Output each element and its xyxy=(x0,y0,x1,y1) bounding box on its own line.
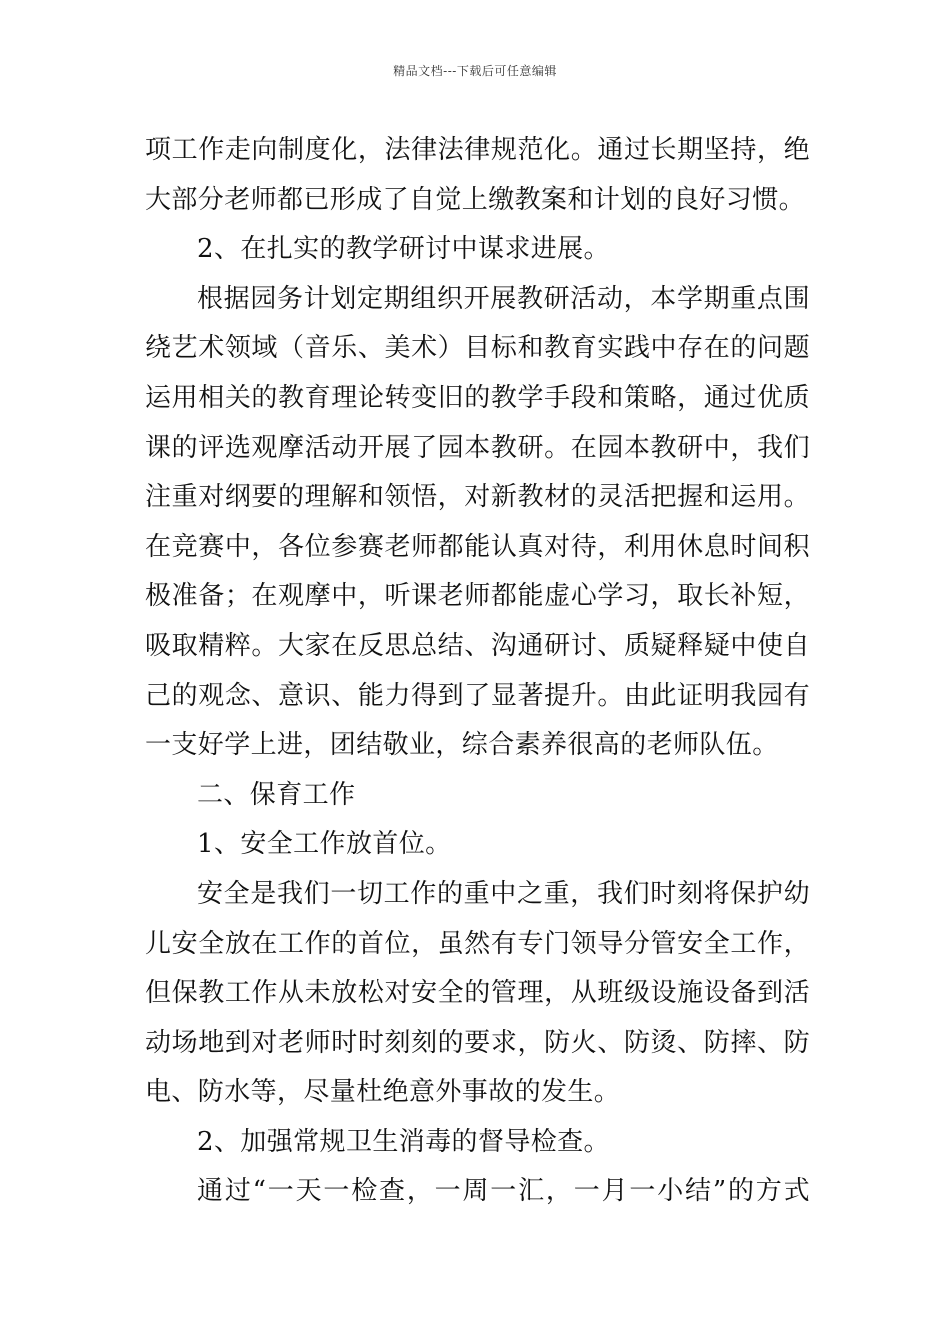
text-line: 儿安全放在工作的首位，虽然有专门领导分管安全工作， xyxy=(145,928,810,959)
section-heading: 二、保育工作 xyxy=(197,779,356,810)
text-line: 电、防水等，尽量杜绝意外事故的发生。 xyxy=(145,1077,621,1108)
text-line: 在竞赛中，各位参赛老师都能认真对待，利用休息时间积 xyxy=(145,531,810,562)
document-body xyxy=(145,126,810,1217)
text-line: 项工作走向制度化，法律法律规范化。通过长期坚持，绝 xyxy=(145,135,810,165)
text-line: 注重对纲要的理解和领悟，对新教材的灵活把握和运用。 xyxy=(145,482,810,513)
text-line: 但保教工作从未放松对安全的管理，从班级设施设备到活 xyxy=(145,978,810,1009)
text-line: 安全是我们一切工作的重中之重，我们时刻将保护幼 xyxy=(197,878,810,909)
text-line: 运用相关的教育理论转变旧的教学手段和策略，通过优质 xyxy=(145,382,810,413)
text-line: 极准备；在观摩中，听课老师都能虚心学习，取长补短， xyxy=(145,581,810,612)
text-line: 通过“一天一检查，一周一汇，一月一小结”的方式 xyxy=(197,1176,810,1207)
section-heading: 2、在扎实的教学研讨中谋求进展。 xyxy=(197,234,610,265)
text-line: 动场地到对老师时时刻刻的要求，防火、防烫、防摔、防 xyxy=(145,1027,810,1058)
text-line: 大部分老师都已形成了自觉上缴教案和计划的良好习惯。 xyxy=(145,184,806,215)
text-line: 吸取精粹。大家在反思总结、沟通研讨、质疑释疑中使自 xyxy=(145,630,810,661)
text-line: 一支好学上进，团结敬业，综合素养很高的老师队伍。 xyxy=(145,730,779,761)
text-line: 课的评选观摩活动开展了园本教研。在园本教研中，我们 xyxy=(145,432,810,463)
section-heading: 1、安全工作放首位。 xyxy=(197,829,452,860)
page-header: 精品文档---下载后可任意编辑 xyxy=(393,64,557,78)
text-line: 己的观念、意识、能力得到了显著提升。由此证明我园有 xyxy=(145,680,810,711)
text-line: 绕艺术领域（音乐、美术）目标和教育实践中存在的问题 xyxy=(145,333,810,364)
text-line: 根据园务计划定期组织开展教研活动，本学期重点围 xyxy=(197,283,810,314)
section-heading: 2、加强常规卫生消毒的督导检查。 xyxy=(197,1126,610,1157)
